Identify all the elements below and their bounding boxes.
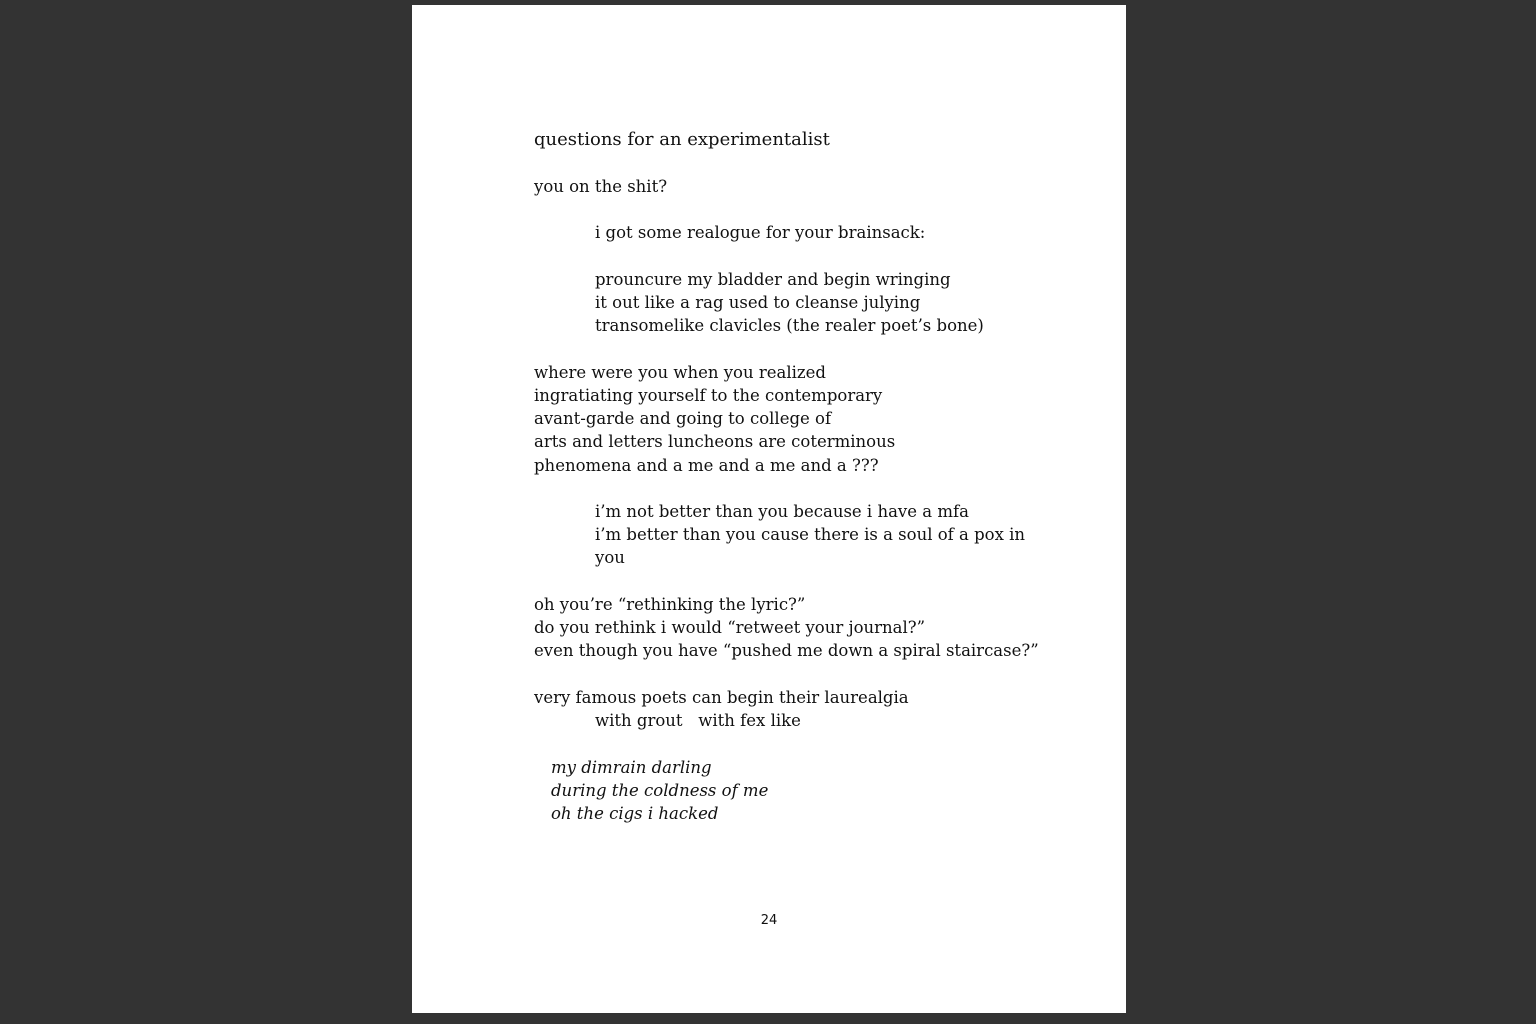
page-number: 24 xyxy=(760,913,778,928)
poem-line: i’m better than you cause there is a soul of a pox in xyxy=(595,525,1026,544)
poem-line: where were you when you realized xyxy=(534,363,826,382)
poem-line-italic: oh the cigs i hacked xyxy=(551,804,719,823)
poem-line: you xyxy=(595,548,625,567)
poem-line: you on the shit? xyxy=(534,177,668,196)
poem-line: ingratiating yourself to the contemporary xyxy=(534,386,883,405)
poem-line: prouncure my bladder and begin wringing xyxy=(595,270,951,289)
poem-line: phenomena and a me and a me and a ??? xyxy=(534,456,879,475)
poem-line: even though you have “pushed me down a spiral staircase?” xyxy=(534,641,1039,660)
poem-line: oh you’re “rethinking the lyric?” xyxy=(534,595,806,614)
poem-line: arts and letters luncheons are coterminous xyxy=(534,432,896,451)
poem-line: avant-garde and going to college of xyxy=(534,409,832,428)
poem-line: very famous poets can begin their laurealgia xyxy=(534,688,909,707)
document-page xyxy=(412,5,1126,1013)
poem-line-italic: during the coldness of me xyxy=(551,781,769,800)
poem-line-italic: my dimrain darling xyxy=(551,758,712,777)
poem-line: it out like a rag used to cleanse julying xyxy=(595,293,921,312)
poem-line: transomelike clavicles (the realer poet’s bone) xyxy=(595,316,984,335)
poem-line: do you rethink i would “retweet your journal?” xyxy=(534,618,926,637)
poem-line: i got some realogue for your brainsack: xyxy=(595,223,926,242)
poem-line: with grout with fex like xyxy=(595,711,801,730)
poem-line: i’m not better than you because i have a mfa xyxy=(595,502,969,521)
poem-title: questions for an experimentalist xyxy=(534,129,830,150)
